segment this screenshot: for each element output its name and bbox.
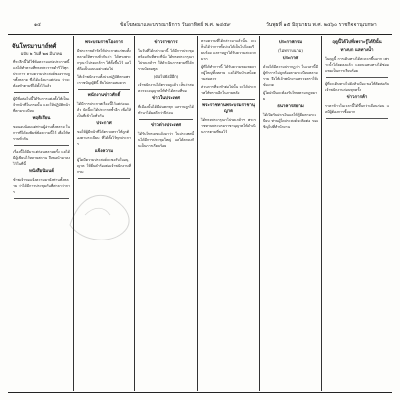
article-heading: พระบรมราชโองการ bbox=[84, 40, 124, 45]
article-heading: ประกาศ bbox=[96, 121, 112, 126]
article-paragraph: ในวันที่ได้กล่าวมานี้ ได้มีการประชุมพร้อมกันที่พระที่นั่ง ได้ทรงพระกรุณาโปรดเกล้าฯ ให้ดำเนินการตามที่ได้กราบบังคมทูล bbox=[138, 49, 194, 71]
header-rule bbox=[8, 34, 392, 35]
article-heading: ข่าวราชการ bbox=[154, 40, 178, 45]
article-paragraph: เจ้าพนักงานได้ตรวจดูแล้ว เห็นว่าสมควรจะอนุญาตให้ทำได้ตามที่ขอ bbox=[138, 83, 194, 93]
column-6 bbox=[324, 38, 390, 390]
article-heading: ข่าวในประเทศ bbox=[152, 96, 180, 101]
article-paragraph: ในฤดูนี้ การเดินทางได้สะดวกขึ้นมาก เพราะน้ำได้ลดลงแล้ว แลถนนหนทางได้ซ่อมแซมเป็นการเรียบร้อย bbox=[325, 57, 389, 73]
article-paragraph: ผู้ใดฝ่าฝืนจะต้องรับโทษตามกฎหมาย bbox=[263, 91, 318, 101]
article-heading: ข่าวต่างประเทศ bbox=[150, 123, 182, 128]
column-divider bbox=[73, 36, 74, 391]
article-heading: ประกาศกรม bbox=[278, 40, 303, 45]
column-divider bbox=[259, 36, 260, 391]
column-2 bbox=[76, 38, 132, 390]
section-rule bbox=[139, 119, 193, 120]
article-heading: แจ้งความ bbox=[94, 149, 114, 154]
section-rule bbox=[14, 198, 69, 199]
article-heading: ธนาคารสยาม bbox=[277, 104, 304, 109]
article-paragraph: ข้าพเจ้าขอแจ้งความมายังท่านทั้งหลาย ว่าได้มีการประชุมกันที่ศาลาว่าการ bbox=[13, 178, 70, 194]
article-heading: ฤดูนี้ได้ไปที่เพราะรู้ได้ปีนั้น bbox=[332, 40, 382, 45]
column-divider bbox=[321, 36, 322, 391]
article-paragraph: ขอให้ผู้มีหน้าที่ได้ตรวจตราให้ถูกต้องตามระเบียบ ที่ได้ตั้งไว้ทุกประการ bbox=[77, 130, 131, 146]
article-paragraph: ได้ทรงพระกรุณาโปรดเกล้าฯ พระราชทานพระบรมราชานุญาตให้ดำเนินการตามที่ขอไว้ bbox=[201, 118, 256, 134]
article-heading: ประกาศ bbox=[282, 56, 299, 61]
article-paragraph: ได้รับโทรเลขแจ้งมาว่า ในประเทศนั้นได้มีการประชุมใหญ่ แลได้ตกลงกันเป็นการเรียบร้อย bbox=[138, 132, 194, 148]
article-paragraph: ที่ระลึกนี้ได้ใช้ข้อความแห่งประกาศนี้ แลได้ทำตามที่ทรงพระราชดำริไว้ทุกประการ ตามความประสงค์ของราษฎรทั้งหลาย ซึ่งได้แจ้งมาแต่ก่อน ว่าจะต้องทำตามที่ได้ตั้งไว้แล้ว bbox=[13, 60, 70, 88]
article-heading: พฤติเรียน bbox=[32, 116, 51, 121]
column-3 bbox=[137, 38, 195, 390]
article-heading: (ไม่ทราบนาม) bbox=[278, 48, 303, 53]
article-heading: พนักงานข่าวศักดิ์ bbox=[87, 93, 121, 98]
issue-date: วันพุธที่ ๑๕ มิถุนายน พ.ศ. ๒๔๖๐ ราชกิจจานุเบกษา bbox=[266, 22, 377, 28]
article-paragraph: ให้เจ้าพนักงานทั้งปวงปฏิบัติตามพระราชบัญญัตินี้ สืบไปตามสมควร bbox=[77, 75, 131, 85]
article-paragraph: ผู้ที่ได้ทำการนี้ ได้รับความชมเชยจากผู้ใหญ่ทั้งหลาย แลได้รับบำเหน็จตามสมควร bbox=[201, 65, 256, 81]
section-rule bbox=[202, 99, 255, 100]
article-heading: หนังสือนิมนต์ bbox=[28, 169, 55, 174]
column-5 bbox=[262, 38, 319, 390]
article-paragraph: ผู้ที่จะเดินทางไปยังหัวเมือง ขอให้ติดต่อกับเจ้าพนักงานก่อนทุกครั้ง bbox=[325, 82, 390, 92]
footer-rule bbox=[8, 392, 392, 393]
article-paragraph: ที่เมืองนั้นได้มีฝนตกชุก แลราษฎรได้ทำนาได้ผลดีกว่าปีก่อน bbox=[138, 105, 194, 115]
section-rule bbox=[78, 89, 130, 90]
page-header bbox=[8, 18, 392, 32]
article-paragraph: ผู้มีชื่อต่อไปนี้ได้รับการแต่งตั้งให้เป็นเจ้าหน้าที่ในกรมนั้น และให้ปฏิบัติหน้าที่ตามระเบียบ bbox=[13, 97, 70, 113]
column-1 bbox=[12, 38, 71, 390]
article-paragraph: เรื่องนี้ได้มีมาแต่ก่อนหลายครั้ง แลได้มีผู้เขียนไว้หลายสถาน จึงขอนำมาลงไว้ในที่นี้ bbox=[13, 150, 70, 166]
section-rule bbox=[14, 145, 69, 146]
article-paragraph: ได้เปิดรับฝากเงินแลให้กู้ยืมตามระเบียบ ท่านผู้ใดประสงค์จะติดต่อ ขอเชิญไปที่สำนักงาน bbox=[263, 113, 318, 129]
column-4 bbox=[200, 38, 257, 390]
masthead-line: ข้อโฆษณาและบรรณาธิการ วันอาทิตย์ พ.ศ. ๒๔๕๙ bbox=[120, 22, 231, 28]
article-heading: จันโทรมานาถ์ทศ์ bbox=[12, 43, 57, 50]
article-heading: (ต่อไปยังมีอีก) bbox=[153, 74, 179, 79]
article-heading: ข่าวการค้า bbox=[346, 95, 368, 100]
article-paragraph: มีพระราชดำรัสให้ประกาศแก่ชนทั้งหลายให้ทราบทั่วกันว่า ได้ทรงพระกรุณาโปรดเกล้าฯ ให้ตั้งขึ้นไว้ แลให้ถือเป็นแบบอย่างต่อไป bbox=[77, 49, 131, 71]
article-heading: ฉบับ ๒ วันที่ ๒๗ มีนาคม bbox=[20, 51, 63, 56]
article-heading: ทางบก แลทางน้ำ bbox=[340, 48, 374, 53]
section-rule bbox=[326, 77, 388, 78]
column-divider bbox=[134, 36, 135, 391]
section-rule bbox=[326, 118, 388, 119]
column-divider bbox=[197, 36, 198, 391]
article-paragraph: ด้วยได้มีความปรากฏว่า ในเวลานี้มีผู้ทำการไม่ถูกต้องตามระเบียบหลายราย จึงให้เจ้าพนักงานตรวจตราให้เข้มงวด bbox=[263, 65, 318, 87]
section-rule bbox=[14, 92, 69, 93]
article-heading: พระราชทานพระบรมราชานุญาต bbox=[202, 103, 255, 114]
article-paragraph: ขอนอบน้อมแด่ท่านผู้อ่านทั้งหลาย ในการที่ได้ลงพิมพ์ข้อความนี้ไว้ เพื่อให้ทราบทั่วกัน bbox=[13, 125, 70, 141]
article-paragraph: ราคาข้าวในเวลานี้ได้ขึ้นกว่าเดือนก่อน แลมีผู้ต้องการซื้อมาก bbox=[325, 104, 389, 114]
page-number: ๑๔ bbox=[34, 22, 41, 28]
article-paragraph: ส่วนการที่จะทำต่อไปนั้น จะได้ประกาศให้ทราบอีกในภายหลัง bbox=[201, 85, 256, 95]
article-paragraph: ผู้ใดมีความประสงค์จะขอรับใบอนุญาต ให้ยื่นคำร้องต่อเจ้าพนักงานที่กรม bbox=[77, 158, 131, 174]
section-rule bbox=[78, 178, 130, 179]
article-paragraph: ได้มีการประกาศเรื่องนี้ไว้แต่ก่อนแล้ว บัดนี้จะได้ประกาศซ้ำอีก เพื่อให้เป็นที่เข้าใจทั่วกัน bbox=[77, 102, 131, 118]
article-paragraph: ตามความที่ได้กล่าวมาแล้วนั้น จะเห็นได้ว่าการทั้งปวงได้เป็นไปโดยเรียบร้อย แลราษฎรได้รับความสะดวกมาก bbox=[201, 39, 256, 61]
